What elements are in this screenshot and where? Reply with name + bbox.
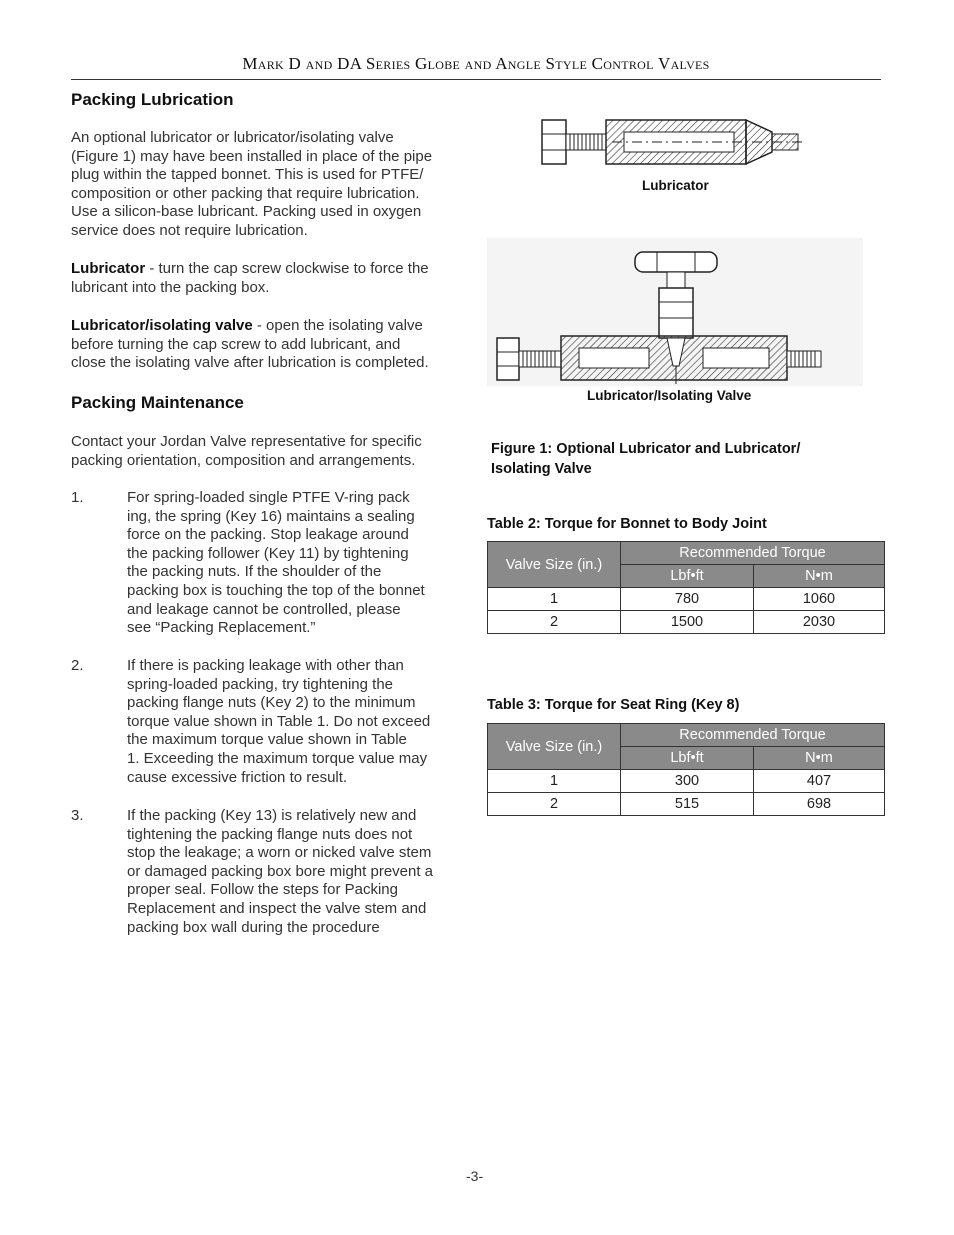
table2-col-size: Valve Size (in.) [488, 542, 621, 588]
maintenance-item-1: For spring-loaded single PTFE V-ring pack ing, the spring (Key 16) maintains a sealing force on the packing. Stop leakage around the packing follower (Key 11) by tightening the packing nuts. If the shoulder of the packing box is touching the top of the bonnet and leakage cannot be controlled, please see “Packing Replacement.” [127, 489, 425, 637]
table2-cell-nm: 1060 [754, 588, 885, 611]
table3-cell-nm: 698 [754, 793, 885, 816]
table3-col-nm: N•m [754, 747, 885, 770]
item-number-1: 1. [71, 489, 84, 506]
table2-col-lbf: Lbf•ft [621, 565, 754, 588]
item-number-3: 3. [71, 807, 84, 824]
lubricator-drawing [536, 112, 816, 172]
table3-title: Table 3: Torque for Seat Ring (Key 8) [487, 697, 740, 713]
page-header: Mark D and DA Series Globe and Angle Style Control Valves [242, 54, 710, 73]
table2-cell-size: 2 [488, 611, 621, 634]
table3-cell-nm: 407 [754, 770, 885, 793]
table3-cell-lbf: 515 [621, 793, 754, 816]
table2-col-group: Recommended Torque [621, 542, 885, 565]
lubrication-intro: An optional lubricator or lubricator/isolating valve (Figure 1) may have been installed in place of the pipe plug within the tapped bonnet. This is used for PTFE/ composition or other packing that require lubrication. Use a silicon-base lubricant. Packing used in oxygen service does not require lubrication. [71, 129, 433, 239]
table-row [488, 770, 885, 793]
table-row [488, 588, 885, 611]
maintenance-item-2: If there is packing leakage with other than spring-loaded packing, try tightening the packing flange nuts (Key 2) to the minimum torque value shown in Table 1. Do not exceed the maximum torque value shown in Table 1. Exceeding the maximum torque value may cause excessive friction to result. [127, 657, 431, 786]
table3-col-lbf: Lbf•ft [621, 747, 754, 770]
isolating-valve-drawing [487, 238, 863, 386]
page-number: -3- [466, 1168, 484, 1184]
isolating-paragraph: Lubricator/isolating valve - open the isolating valve before turning the cap screw to add lubricant, and close the isolating valve after lubrication is completed. [71, 317, 429, 372]
packing-maintenance-heading: Packing Maintenance [71, 393, 244, 412]
table2-title: Table 2: Torque for Bonnet to Body Joint [487, 516, 767, 532]
table2-cell-lbf: 780 [621, 588, 754, 611]
table3-cell-lbf: 300 [621, 770, 754, 793]
isolating-term: Lubricator/isolating valve [71, 317, 253, 334]
packing-lubrication-heading: Packing Lubrication [71, 90, 234, 109]
lubricator-term: Lubricator [71, 260, 146, 277]
table2-col-nm: N•m [754, 565, 885, 588]
header-rule [71, 79, 881, 80]
isolating-valve-caption: Lubricator/Isolating Valve [587, 388, 752, 403]
table-row [488, 793, 885, 816]
table3 [487, 723, 885, 816]
table2-cell-lbf: 1500 [621, 611, 754, 634]
table2-cell-nm: 2030 [754, 611, 885, 634]
figure-title: Figure 1: Optional Lubricator and Lubricator/ Isolating Valve [491, 441, 801, 477]
lubricator-paragraph: Lubricator - turn the cap screw clockwise to force the lubricant into the packing box. [71, 260, 429, 296]
table3-col-group: Recommended Torque [621, 724, 885, 747]
table3-col-size: Valve Size (in.) [488, 724, 621, 770]
table-row [488, 611, 885, 634]
table3-cell-size: 2 [488, 793, 621, 816]
maintenance-item-3: If the packing (Key 13) is relatively new and tightening the packing flange nuts does not stop the leakage; a worn or nicked valve stem or damaged packing box bore might prevent a proper seal. Follow the steps for Packing Replacement and inspect the valve stem and packing box wall during the procedure [127, 807, 434, 936]
table3-cell-size: 1 [488, 770, 621, 793]
table2 [487, 541, 885, 634]
table2-cell-size: 1 [488, 588, 621, 611]
item-number-2: 2. [71, 657, 84, 674]
lubricator-caption: Lubricator [642, 178, 709, 193]
maintenance-intro: Contact your Jordan Valve representative for specific packing orientation, composition and arrangements. [71, 433, 422, 469]
